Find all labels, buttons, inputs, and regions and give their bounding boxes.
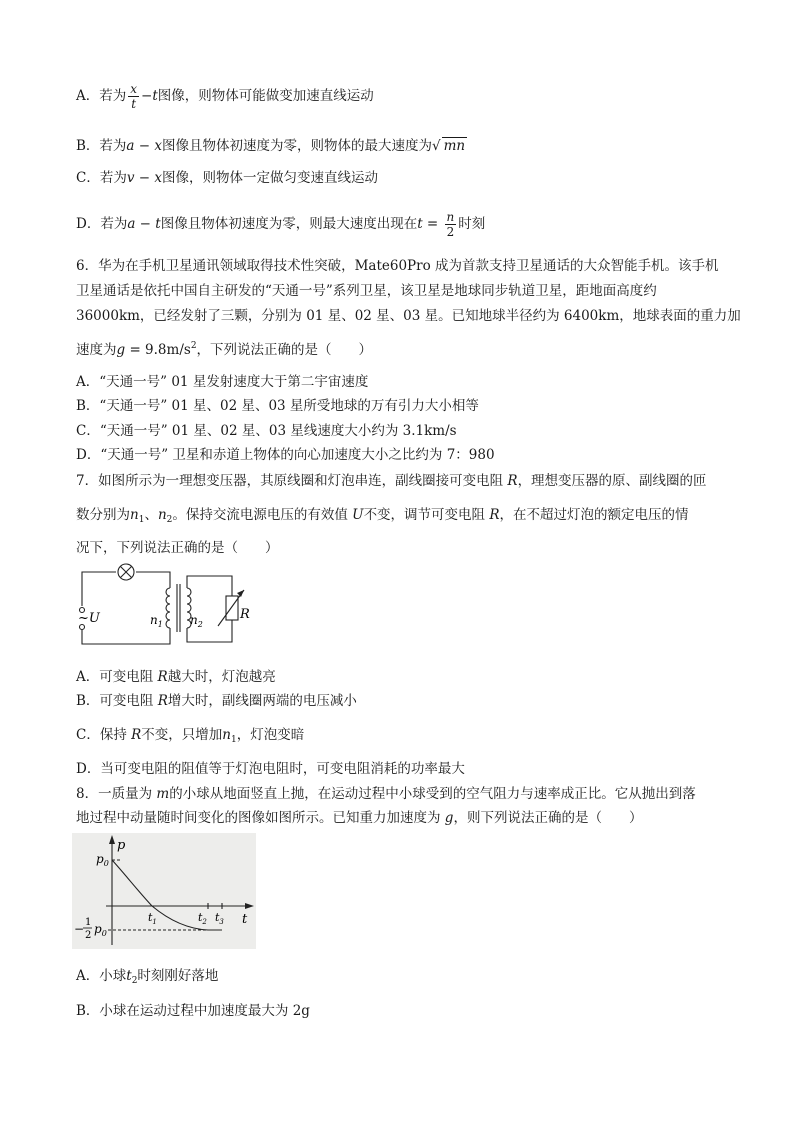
t-axis-label: t [242,912,248,927]
q6-option-c: C．“天通一号” 01 星、02 星、03 星线速度大小约为 3.1km/s [76,423,457,439]
svg-text:−: − [74,922,85,936]
q6-stem-line1: 6．华为在手机卫星通讯领域取得技术性突破，Mate60Pro 成为首款支持卫星通话的大众智能手机。该手机 [76,258,719,274]
q5a-fraction: $\frac{x}{t}$ [130,82,138,111]
t1-label: $t_1$ [148,911,157,926]
q6-stem-line4: 速度为$g = 9.8m/s^2$，下列说法正确的是（ ） [76,341,373,358]
q5-option-c: C．若为v − x图像，则物体一定做匀变速直线运动 [76,170,378,186]
q8-stem-line2: 地过程中动量随时间变化的图像如图所示。已知重力加速度为 g，则下列说法正确的是（ ） [76,810,643,826]
p-axis-label: p [117,838,126,853]
r-label: R [240,607,250,622]
q6-stem-line2: 卫星通话是依托中国自主研发的“天通一号”系列卫星，该卫星是地球同步轨道卫星，距地面高度约 [76,283,657,299]
q5d-fraction: $\frac{n}{2}$ [446,210,455,239]
q8-stem-line1: 8．一质量为 m的小球从地面竖直上抛，在运动过程中小球受到的空气阻力与速率成正比。它从抛出到落 [76,786,696,802]
q6-stem-line3: 36000km，已经发射了三颗，分别为 01 星、02 星、03 星。已知地球半径约为 6400km，地球表面的重力加 [76,308,741,324]
q8-option-a: A．小球$t_2$时刻刚好落地 [76,968,219,986]
q7-option-b: B．可变电阻 R增大时，副线圈两端的电压减小 [76,693,357,709]
q7-stem-line3: 况下，下列说法正确的是（ ） [76,540,279,556]
q7-stem-line2: 数分别为$n_1$、$n_2$。保持交流电源电压的有效值 U不变，调节可变电阻 R，在不超过灯泡的额定电压的情 [76,507,689,525]
q6-option-d: D．“天通一号” 卫星和赤道上物体的向心加速度大小之比约为 7：980 [76,447,495,463]
svg-text:1: 1 [85,917,92,928]
svg-text:2: 2 [85,930,92,941]
q5-option-b: B．若为a − x图像且物体初速度为零，则物体的最大速度为√ mn [76,138,466,154]
transformer-circuit-diagram [72,562,252,654]
p0-label: $p_0$ [96,852,109,868]
q5-option-d: D．若为a − t图像且物体初速度为零，则最大速度出现在t = $\frac{n}{2}$ 时刻 [76,210,486,239]
momentum-time-graph [72,833,256,949]
n1-label: $n_1$ [150,613,163,629]
variable-resistor [226,596,238,620]
t2-label: $t_2$ [198,911,207,926]
svg-text:p0: $p_0$ [94,922,107,938]
q6-option-b: B．“天通一号” 01 星、02 星、03 星所受地球的万有引力大小相等 [76,398,479,414]
q7-option-c: C．保持 R不变，只增加$n_1$，灯泡变暗 [76,727,305,745]
q8-option-b: B．小球在运动过程中加速度最大为 2g [76,1003,310,1019]
q6-option-a: A．“天通一号” 01 星发射速度大于第二宇宙速度 [76,374,369,390]
t3-label: $t_3$ [215,911,224,926]
q7-stem-line1: 7．如图所示为一理想变压器，其原线圈和灯泡串连，副线圈接可变电阻 R，理想变压器的原、副线圈的匝 [76,473,707,489]
q7-option-a: A．可变电阻 R越大时，灯泡越亮 [76,669,276,685]
source-label: ~U [78,611,100,626]
q5-option-a: A．若为 $\frac{x}{t}$ −t图像，则物体可能做变加速直线运动 [76,82,374,111]
n2-label: $n_2$ [190,613,203,629]
q7-option-d: D．当可变电阻的阻值等于灯泡电阻时，可变电阻消耗的功率最大 [76,761,465,777]
